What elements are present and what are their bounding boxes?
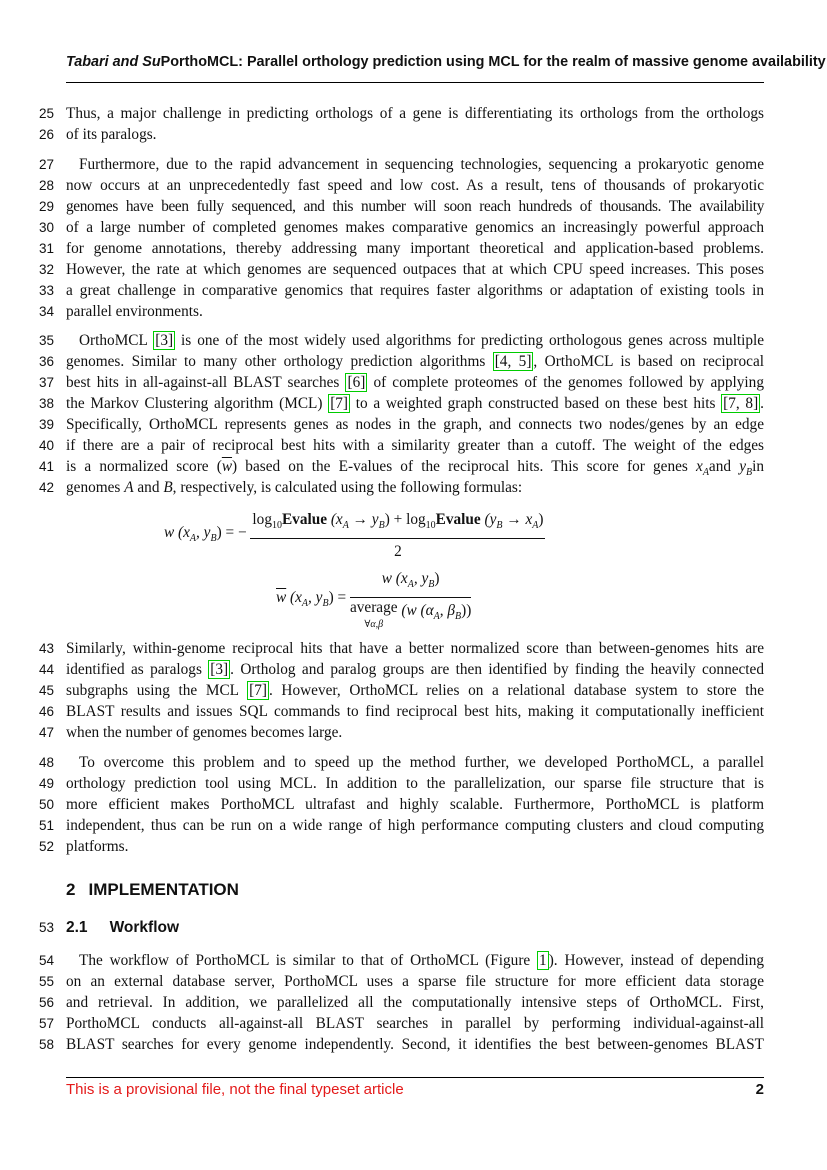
body-line: Thus, a major challenge in predicting orthologs of a gene is differentiating its orthologs from the orthologs (66, 105, 764, 122)
math-sub: 10 (425, 520, 436, 532)
body-line (66, 372, 764, 393)
math-w-bar: $\overline{w}$ (221, 458, 233, 475)
math-sub: B (322, 597, 329, 609)
citation-link[interactable]: [7] (330, 395, 349, 412)
body-line: Similarly, within-genome reciprocal hits that have a better normalized score than between-genomes hits are (66, 640, 764, 657)
line-number: 45 (38, 683, 54, 698)
math-sub: B (745, 467, 753, 479)
line-number: 42 (38, 480, 54, 495)
math-sub: ∀α,β (364, 619, 384, 631)
math-sub: 10 (271, 520, 282, 532)
header-authors: Tabari and Su (66, 54, 161, 70)
text-run: . However, OrthoMCL relies on a relational database system to store the (268, 682, 764, 699)
text-run: . Ortholog and paralog groups are then identified by finding the heavily connected (230, 661, 764, 678)
math-sub: B (210, 533, 217, 545)
line-number: 38 (38, 396, 54, 411)
math-text: ) = − (216, 524, 247, 541)
text-run: best hits in all-against-all BLAST searches (66, 374, 346, 391)
body-line: more efficient makes PorthoMCL ultrafast and highly scalable. Furthermore, PorthoMCL is platform (66, 796, 764, 813)
line-number: 48 (38, 755, 54, 770)
math-sub: B (428, 579, 435, 591)
math-var: A (124, 479, 134, 496)
line-number: 27 (38, 157, 54, 172)
line-number: 33 (38, 283, 54, 298)
section-title: IMPLEMENTATION (88, 880, 239, 899)
text-run: and (708, 458, 740, 475)
math-var: B (163, 479, 173, 496)
body-line: However, the rate at which genomes are sequenced outpaces that at which CPU speed increases. This poses (66, 261, 764, 278)
body-line: Specifically, OrthoMCL represents genes as nodes in the graph, and connects two nodes/genes by an edge (66, 416, 764, 433)
line-number: 47 (38, 725, 54, 740)
body-line: platforms. (66, 838, 129, 855)
text-run: identified as paralogs (66, 661, 209, 678)
text-run: of complete proteomes of the genomes followed by applying (367, 374, 764, 391)
math-text: , y (413, 570, 429, 587)
body-line (66, 330, 764, 351)
citation-link[interactable]: [3] (155, 332, 174, 349)
text-run: and (133, 479, 164, 496)
math-sub: A (702, 467, 709, 479)
formula-normalized-weight (276, 568, 471, 632)
figure-link[interactable]: 1 (539, 952, 547, 969)
text-run: to a weighted graph constructed based on these best hits (350, 395, 722, 412)
line-number: 56 (38, 995, 54, 1010)
citation-link[interactable]: [4, 5] (494, 353, 532, 370)
line-number: 34 (38, 304, 54, 319)
math-text: (w (α (397, 602, 434, 620)
math-sub: B (496, 520, 503, 532)
math-text: , β (439, 602, 455, 620)
line-number: 25 (38, 106, 54, 121)
math-sub: A (433, 611, 440, 623)
body-line (66, 456, 764, 477)
body-line: of its paralogs. (66, 126, 157, 143)
body-line: parallel environments. (66, 303, 203, 320)
body-line: BLAST searches for every genome independently. Second, it identifies the best between-genomes BLAST (66, 1036, 764, 1053)
math-text: (y (480, 511, 497, 528)
body-line: now occurs at an unprecedentedly fast speed and low cost. As a result, tens of thousands of prokaryotic (66, 177, 764, 194)
math-text: )) (461, 602, 472, 620)
line-number: 35 (38, 333, 54, 348)
body-line: To overcome this problem and to speed up the method further, we developed PorthoMCL, a parallel (79, 754, 764, 771)
citation-link[interactable]: [3] (210, 661, 229, 678)
citation-link[interactable]: [6] (347, 374, 366, 391)
math-w-bar: $\overline{w}$ (276, 588, 287, 606)
body-line (66, 477, 764, 498)
body-line: genomes have been fully sequenced, and this number will soon reach hundreds of thousands. The availability (66, 198, 764, 215)
provisional-note: This is a provisional file, not the final typeset article (66, 1081, 404, 1098)
line-number: 36 (38, 354, 54, 369)
text-run: in (752, 458, 764, 475)
line-number: 46 (38, 704, 54, 719)
math-var: x (696, 458, 703, 475)
line-number: 28 (38, 178, 54, 193)
line-number: 26 (38, 127, 54, 142)
body-line: independent, thus can be run on a wide range of high performance computing clusters and cloud computing (66, 817, 764, 834)
fraction (250, 509, 545, 562)
numerator (350, 568, 471, 598)
citation-link[interactable]: [7] (249, 682, 267, 699)
body-line (66, 950, 764, 971)
formula-weight (164, 509, 545, 562)
body-line: BLAST results and issues SQL commands to find reciprocal best hits, making it computationally inefficient (66, 703, 764, 720)
math-bold: Evalue (281, 511, 328, 528)
text-run: the Markov Clustering algorithm (MCL) (66, 395, 329, 412)
line-number: 44 (38, 662, 54, 677)
text-run: , OrthoMCL is based on reciprocal (533, 353, 764, 370)
math-text: ) + log (384, 511, 426, 528)
math-text: (x (327, 511, 343, 528)
subsection-heading (66, 917, 179, 938)
running-header (66, 54, 827, 76)
text-run: genomes. Similar to many other orthology prediction algorithms (66, 353, 493, 370)
text-run: , respectively, is calculated using the following formulas: (172, 479, 523, 496)
subsection-title: Workflow (109, 919, 180, 936)
section-heading (66, 880, 239, 900)
body-line: for genome annotations, thereby addressing many important theoretical and application-based problems. (66, 240, 764, 257)
math-text: log (252, 511, 272, 528)
body-line: on an external database server, PorthoMCL uses a sparse file structure for more efficient data storage (66, 973, 764, 990)
math-sub: A (189, 533, 197, 545)
numerator (250, 509, 545, 539)
line-number: 41 (38, 459, 54, 474)
line-number: 53 (38, 920, 54, 935)
text-run: ) based on the E-values of the reciprocal hits. This score for genes (232, 458, 697, 475)
body-line: of a large number of completed genomes makes comparative genomics an increasingly powerful approach (66, 219, 764, 236)
text-run: subgraphs using the MCL (66, 682, 248, 699)
text-run: . (760, 395, 764, 412)
line-number: 50 (38, 797, 54, 812)
math-text: average (349, 599, 398, 617)
math-sub: A (301, 597, 309, 609)
page-number: 2 (755, 1081, 764, 1098)
line-number: 55 (38, 974, 54, 989)
line-number: 31 (38, 241, 54, 256)
line-number: 51 (38, 818, 54, 833)
body-line (66, 393, 764, 414)
math-text: w (x (164, 524, 190, 541)
subsection-number: 2.1 (66, 919, 88, 936)
header-title: PorthoMCL: Parallel orthology prediction using MCL for the realm of massive genome availability (160, 54, 826, 70)
body-line (66, 659, 764, 680)
text-run: is one of the most widely used algorithms for predicting orthologous genes across multiple (175, 332, 765, 349)
body-line: orthology prediction tool using MCL. In addition to the parallelization, our sparse file structure that is (66, 775, 764, 792)
body-line: a great challenge in comparative genomics that requires faster algorithms or adaptation of existing tools in (66, 282, 764, 299)
header-rule (66, 82, 764, 83)
citation-link[interactable]: [7, 8] (723, 395, 759, 412)
math-text: w (x (381, 570, 408, 587)
text-run: OrthoMCL (79, 332, 154, 349)
math-sub: A (532, 520, 539, 532)
body-line (66, 351, 764, 372)
math-text: , y (308, 588, 323, 606)
body-line: if there are a pair of reciprocal best hits with a similarity greater than a cutoff. The weight of the edges (66, 437, 764, 454)
denominator (350, 598, 471, 632)
text-run: genomes (66, 479, 125, 496)
fraction (350, 568, 471, 632)
body-line: and retrieval. In addition, we parallelized all the computationally intensive steps of OrthoMCL. First, (66, 994, 764, 1011)
math-text: (x (286, 588, 302, 606)
text-run: ). However, instead of depending (548, 952, 764, 969)
math-bold: Evalue (435, 511, 481, 528)
math-text: , y (196, 524, 211, 541)
line-number: 32 (38, 262, 54, 277)
line-number: 43 (38, 641, 54, 656)
line-number: 52 (38, 839, 54, 854)
body-line (66, 680, 764, 701)
line-number: 40 (38, 438, 54, 453)
denominator: 2 (394, 543, 402, 561)
body-line: PorthoMCL conducts all-against-all BLAST searches in parallel by performing individual-against-all (66, 1015, 764, 1032)
math-text: ) = (328, 588, 347, 606)
math-text: → x (502, 511, 533, 528)
body-line: Furthermore, due to the rapid advancement in sequencing technologies, sequencing a prokaryotic genome (79, 156, 764, 173)
math-text: → y (348, 511, 379, 528)
footer-rule (66, 1077, 764, 1078)
math-text: ) (434, 570, 440, 587)
line-number: 29 (38, 199, 54, 214)
body-line: when the number of genomes becomes large. (66, 724, 343, 741)
math-sub: B (455, 611, 462, 623)
line-number: 49 (38, 776, 54, 791)
math-sub: A (407, 579, 414, 591)
math-text: ) (538, 511, 544, 528)
math-var: y (739, 458, 746, 475)
text-run: is a normalized score ( (66, 458, 222, 475)
section-number: 2 (66, 880, 76, 899)
math-sub: A (342, 520, 349, 532)
math-sub: B (378, 520, 385, 532)
line-number: 30 (38, 220, 54, 235)
line-number: 57 (38, 1016, 54, 1031)
line-number: 39 (38, 417, 54, 432)
text-run: The workflow of PorthoMCL is similar to that of OrthoMCL (Figure (79, 952, 538, 969)
line-number: 58 (38, 1037, 54, 1052)
line-number: 37 (38, 375, 54, 390)
line-number: 54 (38, 953, 54, 968)
